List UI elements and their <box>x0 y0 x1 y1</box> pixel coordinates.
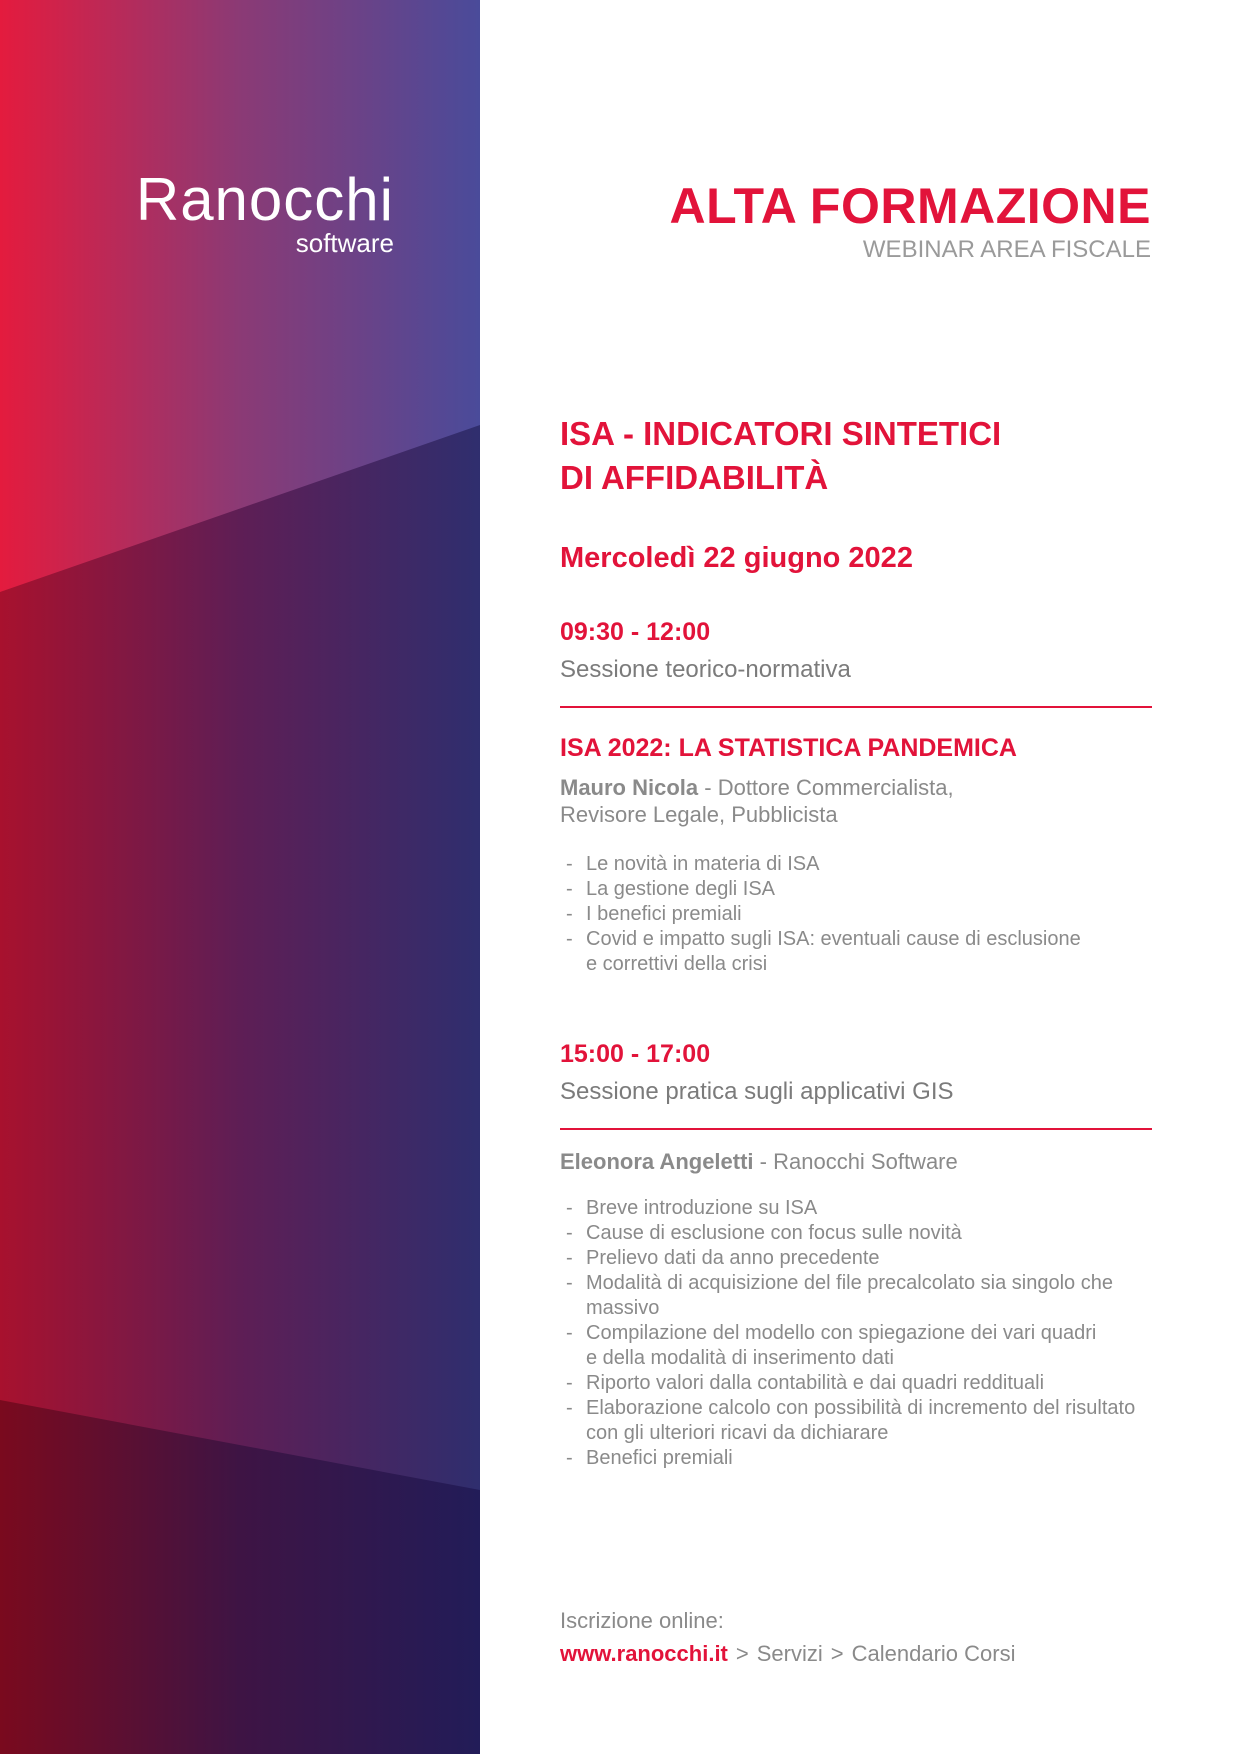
breadcrumb-calendario-corsi[interactable]: Calendario Corsi <box>851 1641 1016 1666</box>
session1-topics <box>566 852 1186 977</box>
side-gradient-graphic <box>0 0 480 1754</box>
session1-speaker-role-line2: Revisore Legale, Pubblicista <box>560 802 838 827</box>
logo-wordmark: Ranocchi <box>135 166 394 233</box>
course-content <box>560 412 1160 1469</box>
registration-label: Iscrizione online: <box>560 1608 724 1633</box>
logo-subtitle: software <box>295 228 394 258</box>
breadcrumb-separator: > <box>735 1641 749 1666</box>
session2-speaker <box>560 1148 1160 1175</box>
list-item: - Benefici premiali <box>566 1446 1186 1471</box>
session2-divider <box>560 1128 1152 1130</box>
session1-speaker-role: - Dottore Commercialista, <box>698 775 954 800</box>
list-item: - I benefici premiali <box>566 902 1186 927</box>
course-date: Mercoledì 22 giugno 2022 <box>560 542 913 574</box>
page-header <box>670 178 1152 264</box>
list-item-continuation: e della modalità di inserimento dati <box>586 1347 894 1369</box>
session1-name: Sessione teorico-normativa <box>560 656 851 683</box>
list-item: - Riporto valori dalla contabilità e dai quadri reddituali <box>566 1371 1186 1396</box>
session2-speaker-role: - Ranocchi Software <box>753 1149 958 1174</box>
session1-speaker <box>560 774 1160 828</box>
list-item: - Elaborazione calcolo con possibilità di incremento del risultato <box>566 1396 1186 1421</box>
session2-topics <box>566 1196 1186 1471</box>
website-link[interactable]: www.ranocchi.it <box>560 1641 728 1666</box>
session2-speaker-name: Eleonora Angeletti <box>560 1149 754 1174</box>
session1-talk-title: ISA 2022: LA STATISTICA PANDEMICA <box>560 734 1017 762</box>
session1-divider <box>560 706 1152 708</box>
course-title-line1: ISA - INDICATORI SINTETICI <box>560 415 1002 452</box>
list-item-continuation: e correttivi della crisi <box>586 953 768 975</box>
list-item: - Compilazione del modello con spiegazione dei vari quadri <box>566 1321 1186 1346</box>
side-panel <box>0 0 480 1754</box>
course-title <box>560 412 1160 500</box>
breadcrumb-separator: > <box>830 1641 844 1666</box>
registration-path <box>560 1637 1015 1670</box>
list-item: - Le novità in materia di ISA <box>566 852 1186 877</box>
session2-time: 15:00 - 17:00 <box>560 1040 711 1068</box>
list-item: - Breve introduzione su ISA <box>566 1196 1186 1221</box>
list-item: - Modalità di acquisizione del file precalcolato sia singolo che massivo <box>566 1271 1186 1321</box>
session1-speaker-name: Mauro Nicola <box>560 775 699 800</box>
header-title: ALTA FORMAZIONE <box>669 178 1151 234</box>
breadcrumb-servizi[interactable]: Servizi <box>756 1641 823 1666</box>
session2-name: Sessione pratica sugli applicativi GIS <box>560 1078 954 1105</box>
list-item: - Covid e impatto sugli ISA: eventuali cause di esclusione <box>566 927 1186 952</box>
list-item: - Prelievo dati da anno precedente <box>566 1246 1186 1271</box>
list-item: - La gestione degli ISA <box>566 877 1186 902</box>
list-item-continuation: con gli ulteriori ricavi da dichiarare <box>586 1422 889 1444</box>
course-title-line2: DI AFFIDABILITÀ <box>560 459 829 496</box>
company-logo <box>0 168 394 258</box>
registration-footer <box>560 1604 1015 1670</box>
header-subtitle: WEBINAR AREA FISCALE <box>862 236 1151 263</box>
list-item: - Cause di esclusione con focus sulle novità <box>566 1221 1186 1246</box>
session1-time: 09:30 - 12:00 <box>560 618 711 646</box>
